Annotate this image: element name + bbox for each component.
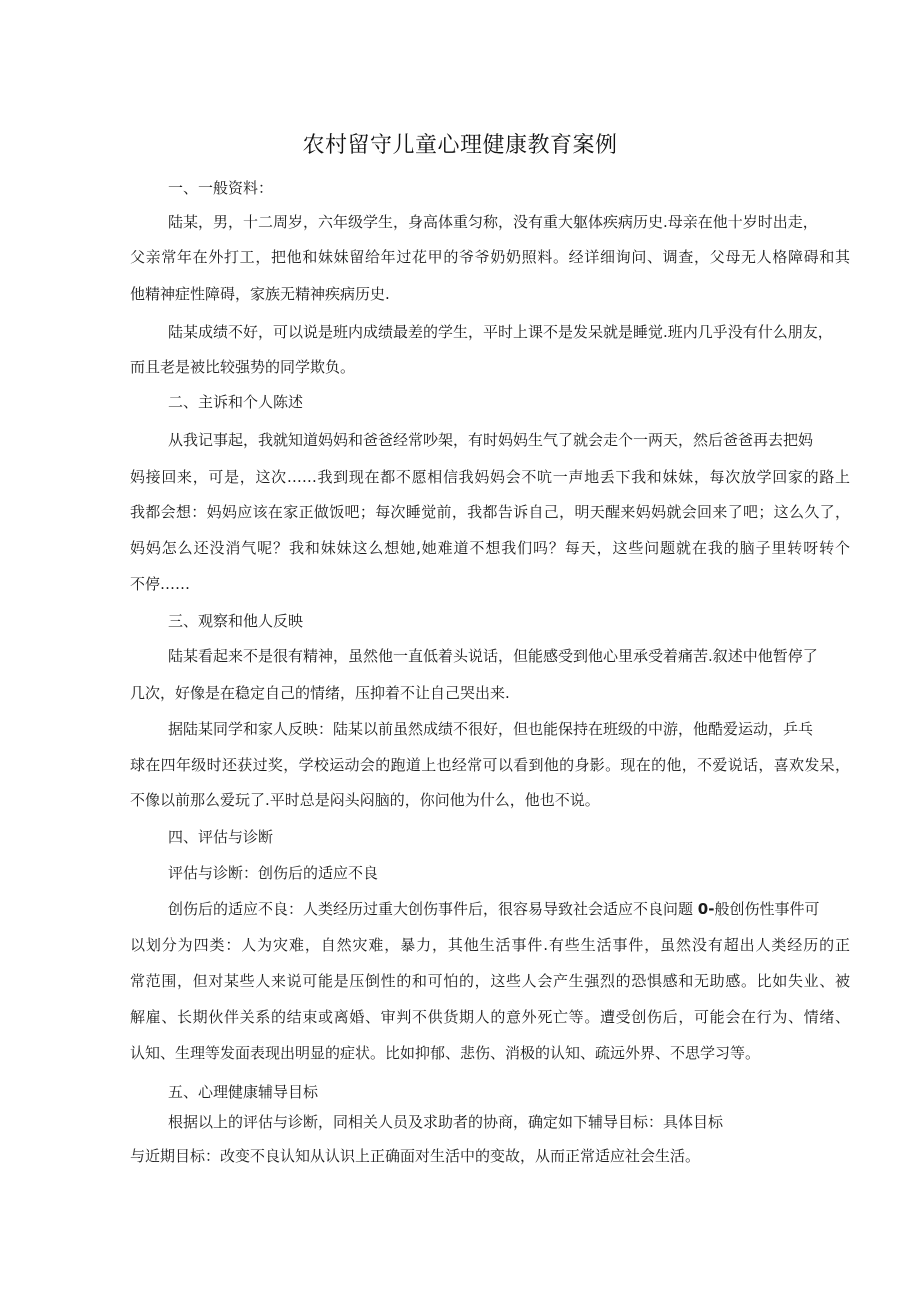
paragraph-line: 以划分为四类：人为灾难，自然灾难，暴力，其他生活事件.有些生活事件，虽然没有超出人类经历的正	[130, 936, 850, 954]
paragraph-line: 陆某，男，十二周岁，六年级学生，身高体重匀称，没有重大躯体疾病历史.母亲在他十岁时出走，	[168, 213, 818, 231]
paragraph-line: 几次，好像是在稳定自己的情绪，压抑着不让自己哭出来.	[130, 684, 510, 702]
paragraph-line: 球在四年级时还获过奖，学校运动会的跑道上也经常可以看到他的身影。现在的他，不爱说话，喜欢发呆，	[130, 756, 850, 774]
section-heading-complaint: 二、主诉和个人陈述	[168, 393, 304, 411]
paragraph-line: 解雇、长期伙伴关系的结束或离婚、审判不供货期人的意外死亡等。遭受创伤后，可能会在行为、情绪、	[130, 1008, 850, 1026]
paragraph-line: 根据以上的评估与诊断，同相关人员及求助者的协商，确定如下辅导目标：具体目标	[168, 1113, 724, 1131]
section-heading-observation: 三、观察和他人反映	[168, 612, 304, 630]
text-segment: 创伤后的适应不良：人类经历过重大创伤事件后，很容易导致社会适应不良问题	[168, 900, 694, 918]
section-heading-goals: 五、心理健康辅导目标	[168, 1083, 319, 1101]
text-segment: 般创伤性事件可	[714, 900, 820, 918]
paragraph-line: 不像以前那么爱玩了.平时总是闷头闷脑的，你问他为什么，他也不说。	[130, 791, 600, 809]
paragraph-line: 据陆某同学和家人反映：陆某以前虽然成绩不很好，但也能保持在班级的中游，他酷爱运动，乒乓	[168, 720, 814, 738]
paragraph-line: 评估与诊断：创伤后的适应不良	[168, 864, 379, 882]
paragraph-line	[168, 898, 819, 919]
paragraph-line: 而且老是被比较强势的同学欺负。	[130, 358, 356, 376]
paragraph-line: 从我记事起，我就知道妈妈和爸爸经常吵架，有时妈妈生气了就会走个一两天，然后爸爸再去把妈	[168, 431, 814, 449]
paragraph-line: 妈妈怎么还没消气呢？我和妹妹这么想她,她难道不想我们吗？每天，这些问题就在我的脑子里转呀转个	[130, 539, 850, 557]
paragraph-line: 认知、生理等发面表现出明显的症状。比如抑郁、悲伤、消极的认知、疏远外界、不思学习等。	[130, 1044, 761, 1062]
paragraph-line: 常范围，但对某些人来说可能是压倒性的和可怕的，这些人会产生强烈的恐惧感和无助感。比如失业、被	[130, 972, 850, 990]
paragraph-line: 父亲常年在外打工，把他和妹妹留给年过花甲的爷爷奶奶照料。经详细询问、调查，父母无人格障碍和其	[130, 248, 850, 266]
paragraph-line: 他精神症性障碍，家族无精神疾病历史.	[130, 285, 390, 303]
document-title: 农村留守儿童心理健康教育案例	[302, 133, 618, 158]
bold-text-segment: 0-	[697, 900, 715, 918]
section-heading-general-info: 一、一般资料：	[168, 179, 274, 197]
paragraph-line: 妈接回来，可是，这次……我到现在都不愿相信我妈妈会不吭一声地丢下我和妹妹，每次放学回家的路上	[130, 468, 850, 486]
paragraph-line: 不停……	[130, 575, 191, 593]
paragraph-line: 我都会想：妈妈应该在家正做饭吧；每次睡觉前，我都告诉自己，明天醒来妈妈就会回来了吧；这么久了，	[130, 503, 850, 521]
paragraph-line: 陆某看起来不是很有精神，虽然他一直低着头说话，但能感受到他心里承受着痛苦.叙述中他暂停了	[168, 647, 818, 665]
section-heading-assessment: 四、评估与诊断	[168, 828, 274, 846]
paragraph-line: 陆某成绩不好，可以说是班内成绩最差的学生，平时上课不是发呆就是睡觉.班内几乎没有什么朋友，	[168, 323, 833, 341]
paragraph-line: 与近期目标：改变不良认知从认识上正确面对生活中的变故，从而正常适应社会生活。	[130, 1147, 701, 1165]
